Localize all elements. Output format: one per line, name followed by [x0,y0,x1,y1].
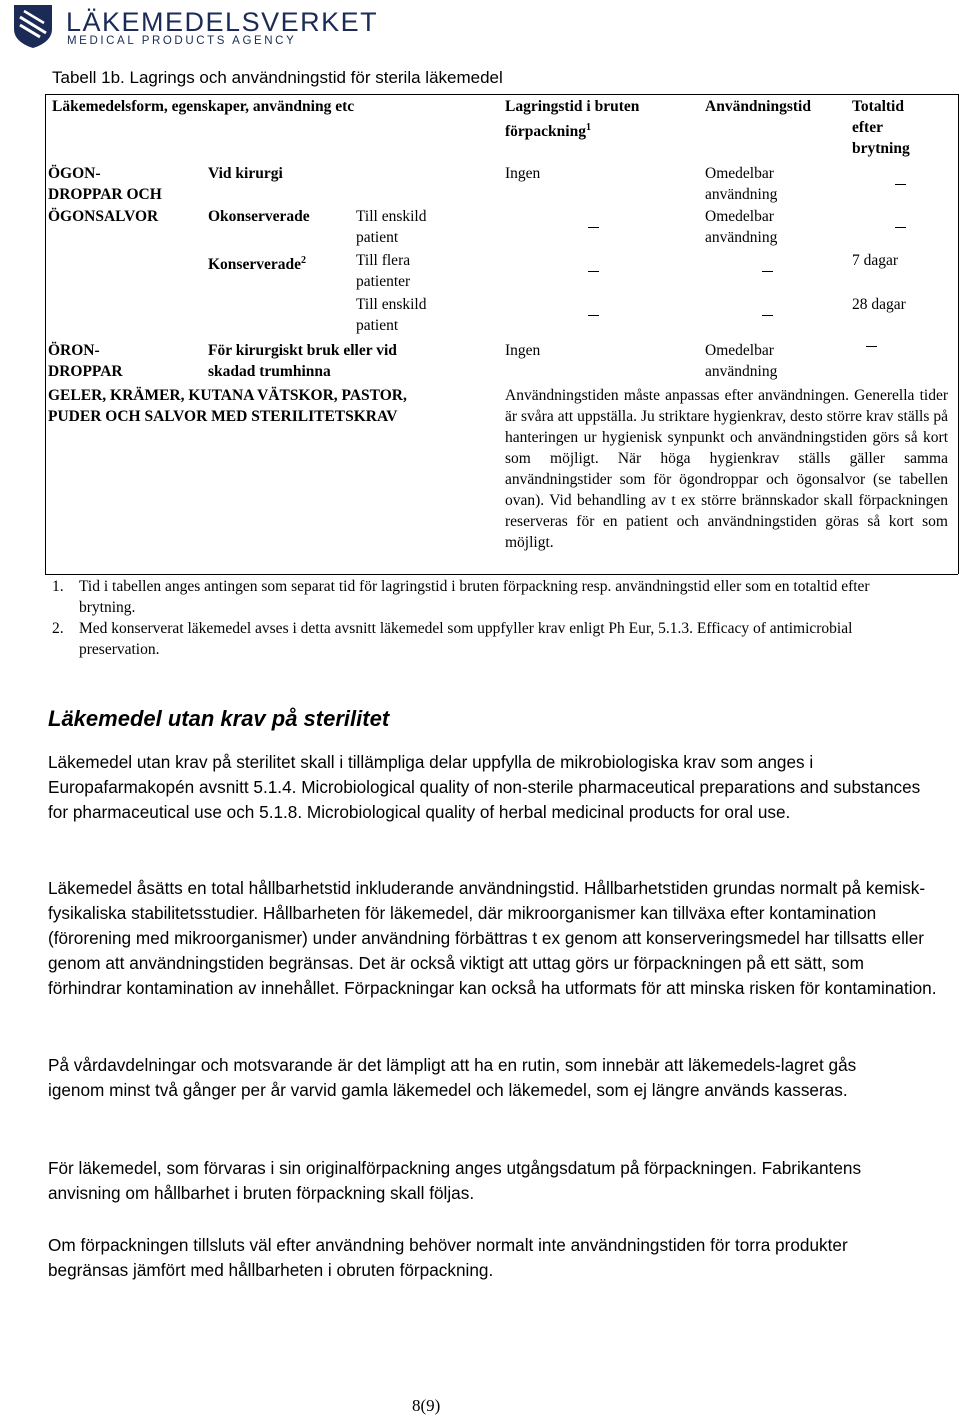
eye-group-label-1: ÖGON- [48,165,101,182]
ear-desc-2: skadad trumhinna [208,363,331,380]
paragraph-1: Läkemedel utan krav på sterilitet skall i tillämpliga delar uppfylla de mikrobiologiska krav som anges i Europafarmakopén avsnitt 5.1.4. Microbiological quality of non-sterile pharmaceutical preparations and substances for pharmaceutical use och 5.1.8. Microbiological quality of herbal medicinal products for oral use. [48,752,921,822]
gels-label-2: PUDER OCH SALVOR MED STERILITETSKRAV [48,408,398,425]
surgery-storage: Ingen [505,165,541,182]
ear-usage-2: användning [705,363,778,380]
unpreserved-label: Okonserverade [208,208,310,225]
footnote-1-text: Tid i tabellen anges antingen som separat tid för lagringstid i bruten förpackning resp. användningstid eller som en totaltid efter brytning. [79,578,870,616]
unpreserved-single-2: patient [356,229,399,246]
footnote-2-num: 2. [52,620,64,637]
surgery-total-dash [895,184,906,185]
ear-storage: Ingen [505,342,541,359]
preserved-single-2: patient [356,317,399,334]
gels-note: Användningstiden måste anpassas efter användningen. Generella tider är svåra att uppställa. Ju striktare hygienkrav, desto större krav ställs på hanteringen ur hygienisk synpunkt och användningstiden görs så kort som möjligt. När höga hygienkrav ställs gäller samma användningstider som för ögondroppar och ögonsalvor (se tabellen ovan). Vid behandling av t ex större brännskador skall förpackningen reserveras för en patient och användningstiden göras så kort som möjligt. [505,387,948,551]
single2-storage-dash [588,315,599,316]
ear-desc-1: För kirurgiskt bruk eller vid [208,342,397,359]
footnote-2-text: Med konserverat läkemedel avses i detta avsnitt läkemedel som uppfyller krav enligt Ph Eur, 5.1.3. Efficacy of antimicrobial preservation. [79,620,853,658]
preserved-multi-1: Till flera [356,252,411,269]
unpreserved-storage-dash [588,227,599,228]
ear-group-label-1: ÖRON- [48,342,100,359]
eye-group-label-2: DROPPAR OCH [48,186,162,203]
crown-emblem-icon [10,3,56,49]
header-form: Läkemedelsform, egenskaper, användning etc [52,98,355,115]
multi-total: 7 dagar [852,252,899,269]
preserved-label: Konserverade$^2$ [208,255,306,274]
page-number: 8(9) [412,1396,441,1415]
paragraph-2: Läkemedel åsätts en total hållbarhetstid inkluderande användningstid. Hållbarhetstiden grundas normalt på kemisk-fysikaliska stabilitetsstudier. Hållbarheten för läkemedel, där mikroorganismer kan tillväxa efter kontamination (förorening med mikroorganismer) under användning förbättras t ex genom att konserveringsmedel har tillsatts eller genom att användningstiden begränsas. Det är också viktigt att uttag görs ur förpackningen på ett sätt, som förhindrar kontamination av innehållet. Förpackningar kan också ha utformats för att minska risken för kontamination. [48,878,937,998]
logo-subtitle: MEDICAL PRODUCTS AGENCY [67,35,297,47]
unpreserved-single-1: Till enskild [356,208,427,225]
ear-group-label-2: DROPPAR [48,363,123,380]
ear-total-dash [866,346,877,347]
surgery-label: Vid kirurgi [208,165,283,182]
header-storage-line1: Lagringstid i bruten [505,98,640,115]
unpreserved-usage-1: Omedelbar [705,208,774,225]
table-caption: Tabell 1b. Lagrings och användningstid för sterila läkemedel [52,68,503,87]
paragraph-5: Om förpackningen tillsluts väl efter användning behöver normalt inte användningstiden för torra produkter begränsas jämfört med hållbarheten i obruten förpackning. [48,1235,848,1280]
header-usage: Användningstid [705,98,811,115]
header-total-line3: brytning [852,140,910,157]
surgery-usage-2: användning [705,186,778,203]
header-total-line1: Totaltid [852,98,904,115]
logo-title: LÄKEMEDELSVERKET [66,7,379,37]
gels-label-1: GELER, KRÄMER, KUTANA VÄTSKOR, PASTOR, [48,387,407,404]
preserved-multi-2: patienter [356,273,411,290]
paragraph-3: På vårdavdelningar och motsvarande är det lämpligt att ha en rutin, som innebär att läkemedels-lagret gås igenom minst två gånger per år varvid gamla läkemedel och läkemedel, som ej längre används kasseras. [48,1055,857,1100]
unpreserved-usage-2: användning [705,229,778,246]
footnote-1-num: 1. [52,578,64,595]
multi-usage-dash [762,271,773,272]
surgery-usage-1: Omedelbar [705,165,774,182]
single2-total: 28 dagar [852,296,906,313]
multi-storage-dash [588,271,599,272]
paragraph-4: För läkemedel, som förvaras i sin originalförpackning anges utgångsdatum på förpackningen. Fabrikantens anvisning om hållbarhet i bruten förpackning skall följas. [48,1158,862,1203]
ear-usage-1: Omedelbar [705,342,774,359]
agency-logo [10,3,379,49]
eye-group-label-3: ÖGONSALVOR [48,208,159,225]
header-total-line2: efter [852,119,883,136]
single2-usage-dash [762,315,773,316]
header-storage-line2: förpackning$^1$ [505,122,591,141]
section-heading: Läkemedel utan krav på sterilitet [48,706,390,731]
preserved-single-1: Till enskild [356,296,427,313]
unpreserved-total-dash [895,227,906,228]
